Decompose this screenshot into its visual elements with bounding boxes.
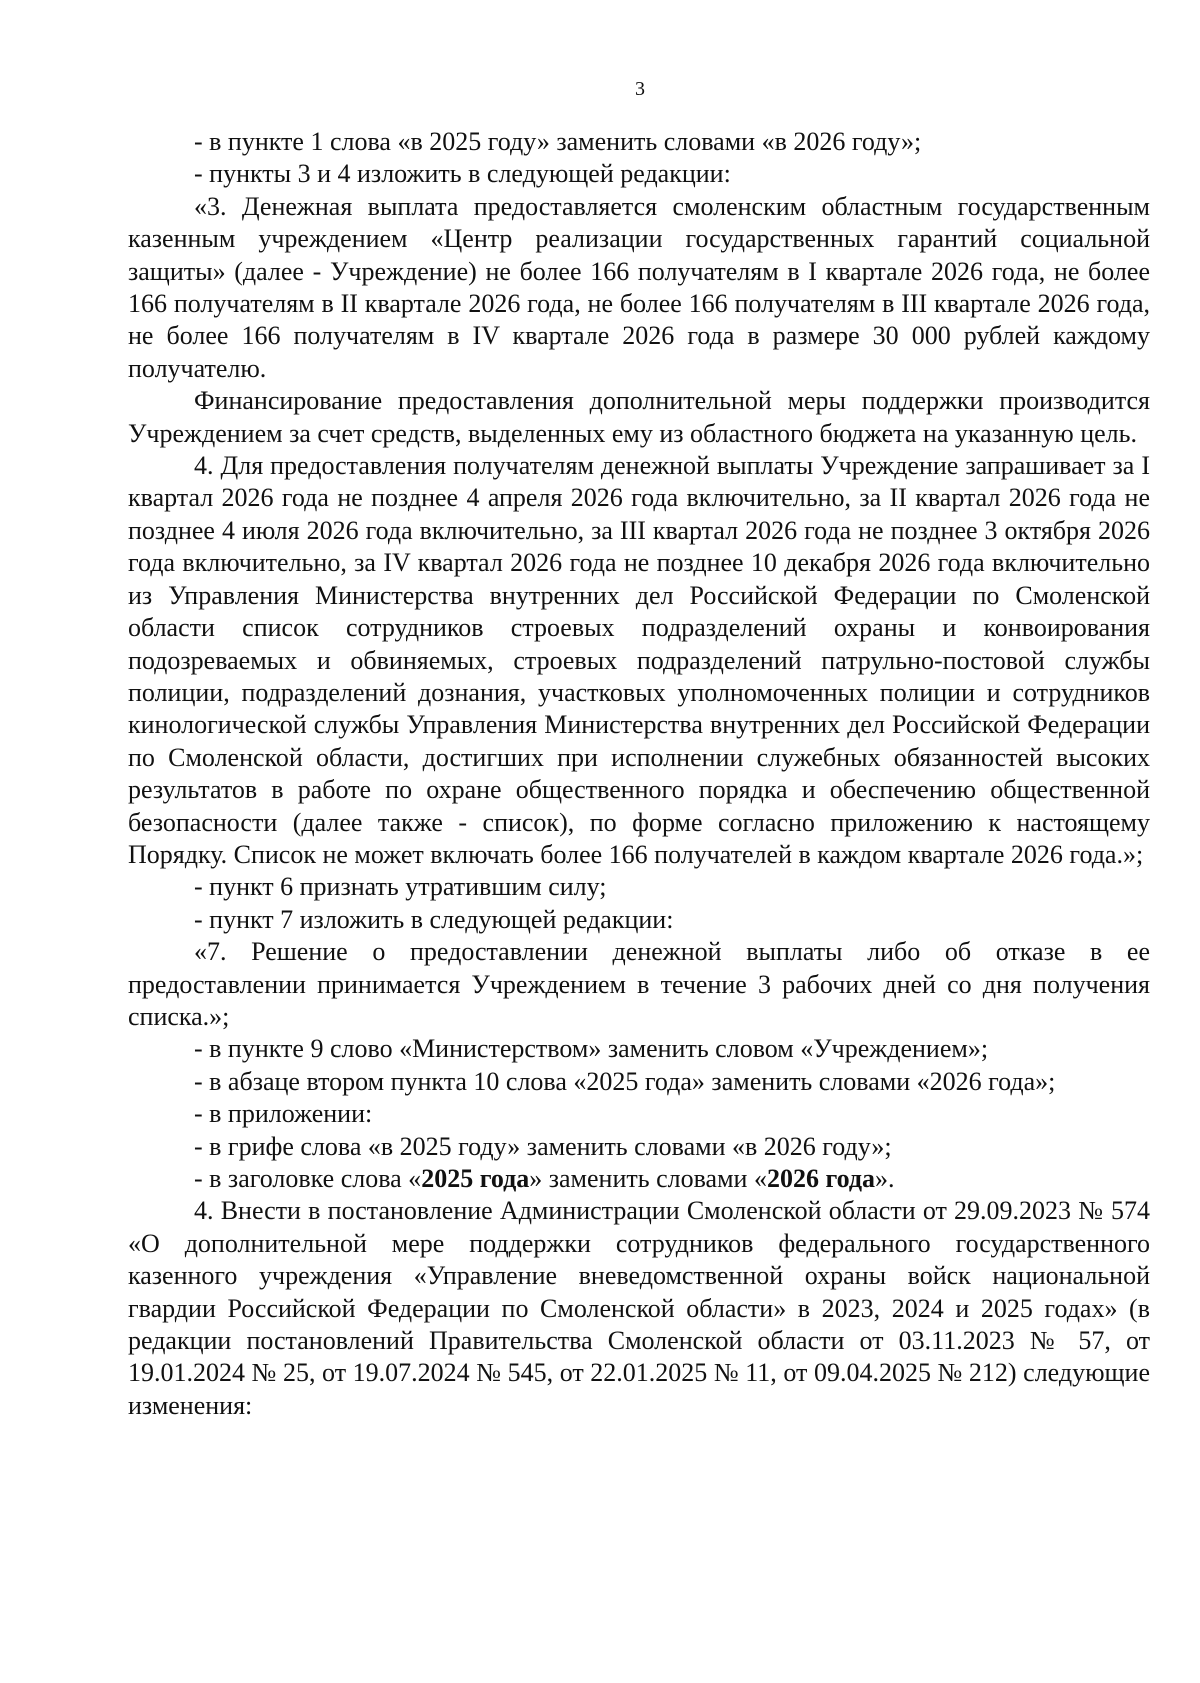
paragraph-13-part-2: » заменить словами « [529, 1164, 767, 1193]
paragraph-3: «3. Денежная выплата предоставляется смоленским областным государственным казенным учреждением «Центр реализации государственных гарантий социальной защиты» (далее - Учреждение) не более 166 получателям в I квартале 2026 года, не более 166 получателям в II квартале 2026 года, не более 166 получателям в III квартале 2026 года, не более 166 получателям в IV квартале 2026 года в размере 30 000 рублей каждому получателю. [128, 191, 1150, 383]
paragraph-12: - в грифе слова «в 2025 году» заменить словами «в 2026 году»; [194, 1131, 892, 1161]
paragraph-13-part-1: - в заголовке слова « [194, 1164, 422, 1193]
paragraph-11: - в приложении: [194, 1099, 373, 1129]
paragraph-9: - в пункте 9 слово «Министерством» заменить словом «Учреждением»; [194, 1034, 989, 1064]
paragraph-13-bold-2: 2026 года [766, 1164, 876, 1193]
document-body [128, 126, 1150, 1422]
paragraph-13 [128, 1163, 1150, 1195]
paragraph-5: 4. Для предоставления получателям денежной выплаты Учреждение запрашивает за I квартал 2026 года не позднее 4 апреля 2026 года включительно, за II квартал 2026 года не позднее 4 июля 2026 года включительно, за III квартал 2026 года не позднее 3 октября 2026 года включительно, за IV квартал 2026 года не позднее 10 декабря 2026 года включительно из Управления Министерства внутренних дел Российской Федерации по Смоленской области список сотрудников строевых подразделений охраны и конвоирования подозреваемых и обвиняемых, строевых подразделений патрульно-постовой службы полиции, подразделений дознания, участковых уполномоченных полиции и сотрудников кинологической службы Управления Министерства внутренних дел Российской Федерации по Смоленской области, достигших при исполнении служебных обязанностей высоких результатов в работе по охране общественного порядка и обеспечению общественной безопасности (далее также - список), по форме согласно приложению к настоящему Порядку. Список не может включать более 166 получателей в каждом квартале 2026 года.»; [128, 451, 1150, 869]
paragraph-14: 4. Внести в постановление Администрации Смоленской области от 29.09.2023 № 574 «О дополнительной мере поддержки сотрудников федерального государственного казенного учреждения «Управление вневедомственной охраны войск национальной гвардии Российской Федерации по Смоленской области» в 2023, 2024 и 2025 годах» (в редакции постановлений Правительства Смоленской области от 03.11.2023 № 57, от 19.01.2024 № 25, от 19.07.2024 № 545, от 22.01.2025 № 11, от 09.04.2025 № 212) следующие изменения: [128, 1196, 1150, 1420]
paragraph-13-bold-1: 2025 года [421, 1164, 530, 1193]
paragraph-8: «7. Решение о предоставлении денежной выплаты либо об отказе в ее предоставлении принимается Учреждением в течение 3 рабочих дней со дня получения списка.»; [128, 937, 1150, 1031]
page-number: 3 [635, 78, 645, 100]
paragraph-7: - пункт 7 изложить в следующей редакции: [194, 904, 674, 934]
paragraph-2: - пункты 3 и 4 изложить в следующей редакции: [194, 159, 731, 189]
paragraph-10: - в абзаце втором пункта 10 слова «2025 года» заменить словами «2026 года»; [194, 1066, 1056, 1096]
paragraph-6: - пункт 6 признать утратившим силу; [194, 872, 607, 902]
paragraph-13-part-3: ». [875, 1164, 895, 1193]
paragraph-4: Финансирование предоставления дополнительной меры поддержки производится Учреждением за счет средств, выделенных ему из областного бюджета на указанную цель. [128, 386, 1150, 448]
paragraph-1: - в пункте 1 слова «в 2025 году» заменить словами «в 2026 году»; [194, 127, 922, 156]
